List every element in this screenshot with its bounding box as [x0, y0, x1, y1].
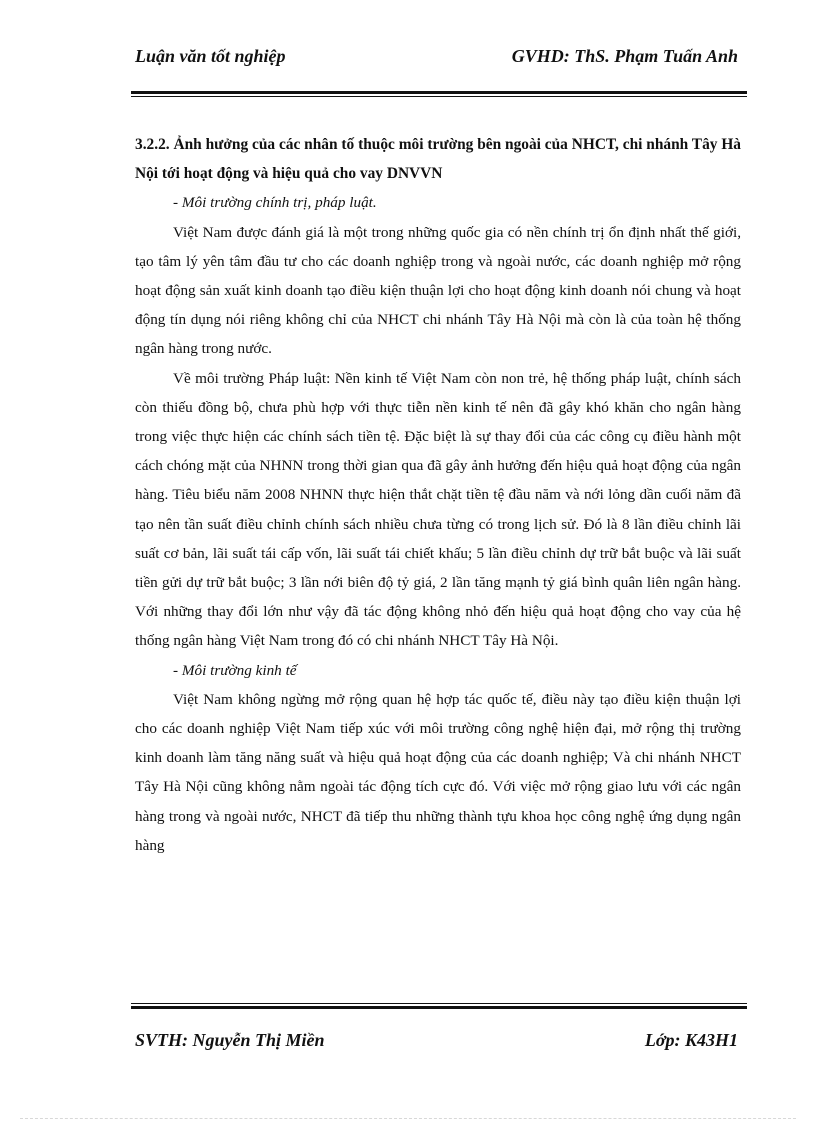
footer-student: SVTH: Nguyễn Thị Miền: [135, 1030, 325, 1050]
page-boundary: [20, 1118, 796, 1119]
footer-class: Lớp: K43H1: [644, 1030, 738, 1050]
footer-divider: [131, 1003, 747, 1010]
page-body: [135, 130, 741, 860]
subheading-political-legal: - Môi trường chính trị, pháp luật.: [173, 194, 377, 212]
paragraph-economic: Việt Nam không ngừng mở rộng quan hệ hợp tác quốc tế, điều này tạo điều kiện thuận lợi cho các doanh nghiệp Việt Nam tiếp xúc với môi trường công nghệ hiện đại, mở rộng thị trường kinh doanh làm tăng năng suất và hiệu quả hoạt động của các doanh nghiệp; Và chi nhánh NHCT Tây Hà Nội cũng không nằm ngoài tác động tích cực đó. Với việc mở rộng giao lưu với các ngân hàng trong và ngoài nước, NHCT đã tiếp thu những thành tựu khoa học công nghệ ứng dụng ngân hàng: [135, 690, 741, 854]
paragraph-legal: Về môi trường Pháp luật: Nền kinh tế Việt Nam còn non trẻ, hệ thống pháp luật, chính sách còn thiếu đồng bộ, chưa phù hợp với thực tiễn nền kinh tế nên đã gây khó khăn cho ngân hàng trong việc thực hiện các chính sách tiền tệ. Đặc biệt là sự thay đổi của các công cụ điều hành một cách chóng mặt của NHNN trong thời gian qua đã gây ảnh hưởng đến hiệu quả hoạt động của ngân hàng. Tiêu biểu năm 2008 NHNN thực hiện thắt chặt tiền tệ đầu năm và nới lỏng dần cuối năm đã tạo nên tần suất điều chỉnh chính sách nhiều chưa từng có trong lịch sử. Đó là 8 lần điều chỉnh lãi suất cơ bản, lãi suất tái cấp vốn, lãi suất tái chiết khấu; 5 lần điều chỉnh dự trữ bắt buộc và lãi suất tiền gửi dự trữ bắt buộc; 3 lần nới biên độ tỷ giá, 2 lần tăng mạnh tỷ giá bình quân liên ngân hàng. Với những thay đổi lớn như vậy đã tác động không nhỏ đến hiệu quả hoạt động cho vay của hệ thống ngân hàng Việt Nam trong đó có chi nhánh NHCT Tây Hà Nội.: [135, 369, 741, 650]
subheading-economic: - Môi trường kinh tế: [173, 661, 297, 679]
section-heading: 3.2.2. Ảnh hưởng của các nhân tố thuộc môi trường bên ngoài của NHCT, chi nhánh Tây Hà Nội tới hoạt động và hiệu quả cho vay DNVVN: [135, 136, 741, 183]
page-footer: [135, 1030, 738, 1056]
header-divider: [131, 91, 747, 98]
header-supervisor: GVHD: ThS. Phạm Tuấn Anh: [511, 46, 738, 66]
header-thesis-label: Luận văn tốt nghiệp: [135, 46, 286, 66]
page-header: [135, 46, 738, 72]
paragraph-political: Việt Nam được đánh giá là một trong những quốc gia có nền chính trị ổn định nhất thế giới, tạo tâm lý yên tâm đầu tư cho các doanh nghiệp trong và ngoài nước, các doanh nghiệp mở rộng hoạt động sản xuất kinh doanh tạo điều kiện thuận lợi cho hoạt động kinh doanh nói chung và hoạt động tín dụng nói riêng không chỉ của NHCT chi nhánh Tây Hà Nội mà còn là của toàn hệ thống ngân hàng trong nước.: [135, 223, 741, 358]
